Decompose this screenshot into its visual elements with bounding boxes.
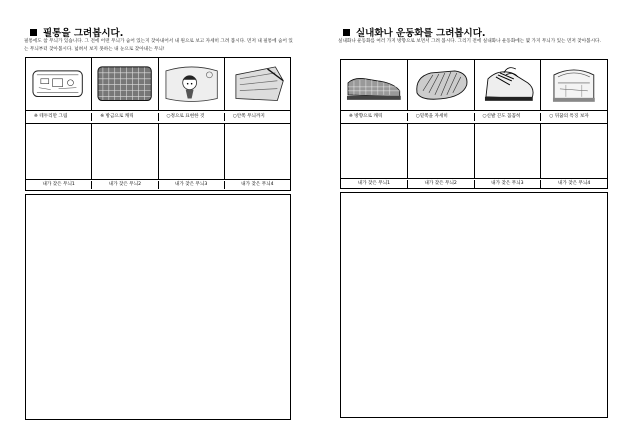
shoe-sole-icon xyxy=(411,63,471,107)
pattern-label: 내가 찾은 무늬4 xyxy=(241,182,274,187)
right-footer-row xyxy=(341,179,607,189)
title-bullet-icon xyxy=(30,29,37,36)
title-bullet-icon xyxy=(343,29,350,36)
pattern-drawing-box[interactable] xyxy=(408,124,475,178)
pattern-drawing-box[interactable] xyxy=(92,124,158,179)
right-pattern-grid xyxy=(340,59,608,189)
pattern-drawing-box[interactable] xyxy=(341,124,408,178)
left-caption-row xyxy=(26,111,290,123)
pattern-drawing-box[interactable] xyxy=(159,124,225,179)
pencil-case-open-icon xyxy=(228,61,287,106)
left-blank-row xyxy=(26,124,290,179)
right-drawing-area[interactable] xyxy=(340,192,608,418)
left-title xyxy=(30,25,123,39)
caption: ○안쪽 무늬까지 xyxy=(232,114,265,119)
pattern-label: 내가 찾은 무늬1 xyxy=(26,181,92,189)
left-image-row xyxy=(26,58,290,110)
shoe-drawing-1 xyxy=(341,60,408,110)
pattern-label: 내가 찾은 무늬4 xyxy=(557,181,591,186)
right-image-row xyxy=(341,60,607,110)
pencilcase-drawing-2 xyxy=(92,58,158,110)
pencil-case-outline-icon xyxy=(29,61,88,106)
pencilcase-drawing-4 xyxy=(225,58,290,110)
caption: ※ 테두리만 그림 xyxy=(26,113,92,121)
right-caption-row xyxy=(341,111,607,123)
caption: ○밑쪽을 자세히 xyxy=(408,113,475,121)
pattern-drawing-box[interactable] xyxy=(541,124,607,178)
pattern-drawing-box[interactable] xyxy=(225,124,290,179)
shoe-heel-icon xyxy=(544,63,604,107)
pattern-label: 내가 찾은 무늬2 xyxy=(92,181,158,189)
left-pattern-grid xyxy=(25,57,291,191)
pencil-case-checkered-icon xyxy=(95,61,154,106)
left-instructions: 필통에도 참 무늬가 있습니다. 그 전에 어떤 무늬가 숨어 있는지 찾아내어서 내 원으로 보고 자세히 그려 봅시다. 먼저 내 필통에 숨어 있는 무늬부터 찾아봅시다. 넓혀서 보지 못하는 내 눈으로 찾아내는 무늬! xyxy=(24,39,293,52)
left-title-text: 필통을 그려봅시다. xyxy=(43,28,124,39)
shoe-drawing-4 xyxy=(541,60,607,110)
pattern-label: 내가 찾은 무늬3 xyxy=(159,181,225,189)
pattern-drawing-box[interactable] xyxy=(475,124,542,178)
caption: ※ 방금으로 캐릭 xyxy=(92,113,158,121)
indoor-shoe-side-icon xyxy=(344,63,404,107)
left-footer-row xyxy=(26,180,290,190)
pattern-label: 내가 찾은 무늬1 xyxy=(341,180,408,188)
caption: ※ 방향으로 캐릭 xyxy=(341,113,408,121)
shoe-drawing-2 xyxy=(408,60,475,110)
right-title xyxy=(343,25,486,39)
caption: ○신발 끈도 꼼꼼히 xyxy=(475,113,542,121)
pattern-label: 내가 찾은 무늬2 xyxy=(408,180,475,188)
pattern-drawing-box[interactable] xyxy=(26,124,92,179)
left-drawing-area[interactable] xyxy=(25,194,291,420)
right-instructions: 실내화나 운동화를 여러 가지 방향으로 보면서 그려 봅시다. 그리기 전에 실내화나 운동화에는 몇 가지 무늬가 있는 먼저 찾아봅시다. xyxy=(338,39,601,44)
pencilcase-drawing-3 xyxy=(159,58,225,110)
sneaker-laces-icon xyxy=(478,63,538,107)
pencilcase-drawing-1 xyxy=(26,58,92,110)
pattern-label: 내가 찾은 무늬3 xyxy=(475,180,542,188)
pencil-case-character-icon xyxy=(162,61,221,106)
shoe-drawing-3 xyxy=(475,60,542,110)
caption: ○ 뒤꿈의 특징 보자 xyxy=(549,114,589,119)
caption: ○정으로 표현한 것 xyxy=(159,113,225,121)
right-blank-row xyxy=(341,124,607,178)
right-title-text: 실내화나 운동화를 그려봅시다. xyxy=(356,28,486,39)
